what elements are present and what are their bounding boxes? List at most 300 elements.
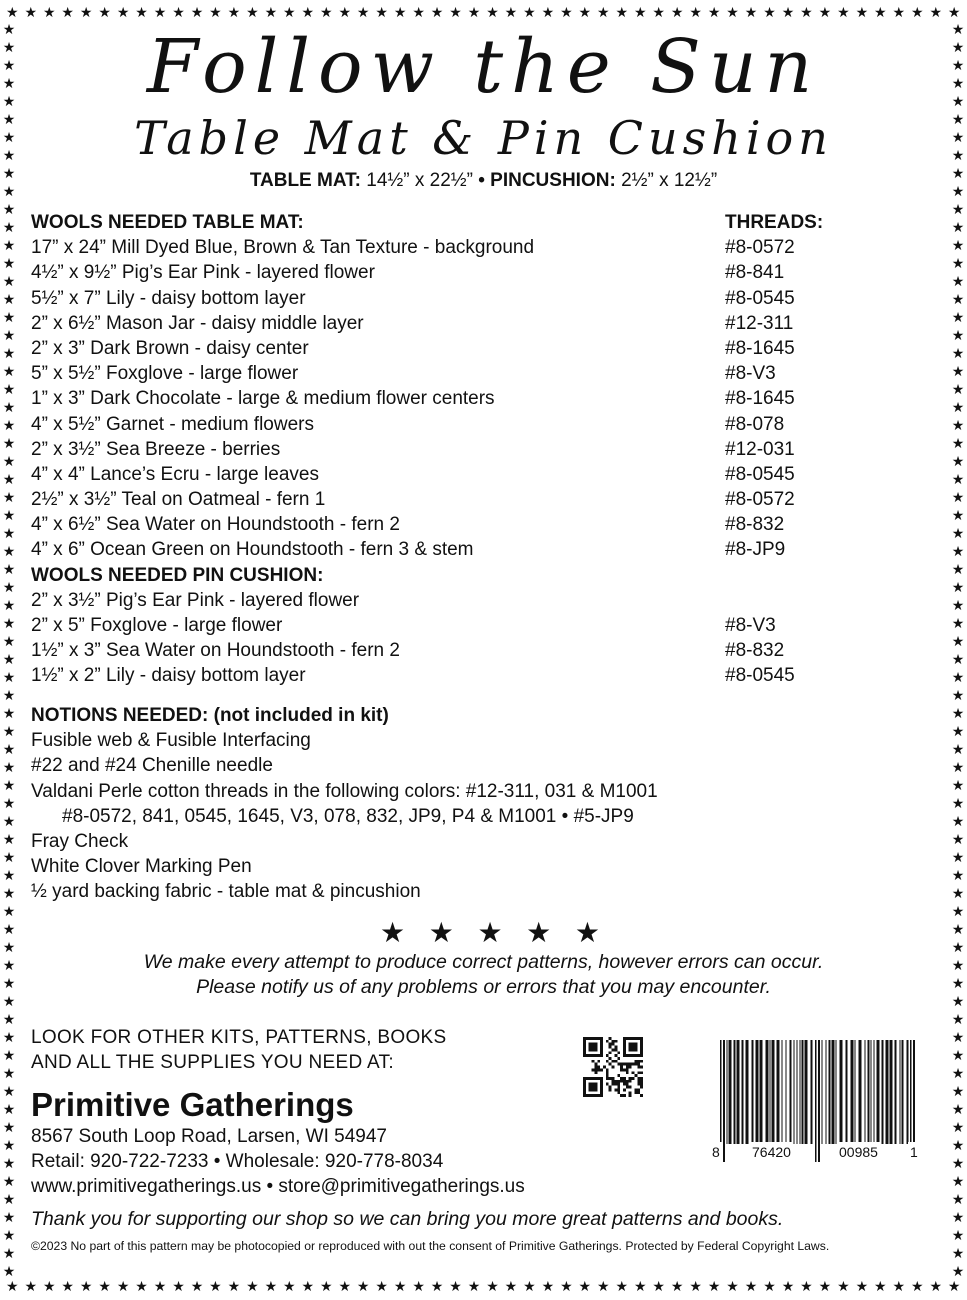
thread-number: #8-0545	[725, 287, 795, 309]
star-icon: ★	[615, 4, 629, 20]
star-icon: ★	[2, 903, 16, 919]
star-icon: ★	[951, 1101, 965, 1117]
star-icon: ★	[2, 921, 16, 937]
disclaimer	[0, 950, 967, 1000]
star-icon: ★	[2, 615, 16, 631]
star-icon: ★	[2, 723, 16, 739]
star-icon: ★	[2, 489, 16, 505]
star-icon: ★	[951, 597, 965, 613]
star-icon: ★	[951, 813, 965, 829]
star-icon: ★	[951, 435, 965, 451]
star-icon: ★	[951, 939, 965, 955]
star-icon: ★	[947, 1278, 961, 1294]
star-icon: ★	[2, 1209, 16, 1225]
star-icon: ★	[2, 471, 16, 487]
barcode-left-digits: 76420	[752, 1144, 791, 1160]
thread-number: #8-JP9	[725, 539, 786, 561]
star-icon: ★	[338, 1278, 351, 1294]
star-icon: ★	[467, 1278, 481, 1294]
shop-name: Primitive Gatherings	[31, 1086, 354, 1123]
star-icon: ★	[560, 4, 573, 20]
star-icon: ★	[2, 543, 16, 559]
star-icon: ★	[707, 4, 721, 20]
star-icon: ★	[951, 849, 965, 865]
star-icon: ★	[135, 1278, 148, 1294]
star-icon: ★	[301, 1278, 315, 1294]
thread-number: #8-1645	[725, 388, 795, 410]
star-icon: ★	[153, 4, 167, 20]
star-icon: ★	[597, 1278, 610, 1294]
star-icon: ★	[951, 867, 965, 883]
star-icon: ★	[301, 4, 315, 20]
thread-number: #8-0545	[725, 463, 795, 485]
star-icon: ★	[2, 363, 16, 379]
star-icon: ★	[2, 1191, 16, 1207]
star-icon: ★	[951, 993, 965, 1009]
star-icon: ★	[2, 183, 16, 199]
star-icon: ★	[615, 1278, 629, 1294]
list-item	[31, 311, 901, 336]
star-icon: ★	[2, 507, 16, 523]
star-icon: ★	[951, 669, 965, 685]
star-icon: ★	[951, 615, 965, 631]
notion-item: Fusible web & Fusible Interfacing	[31, 730, 311, 752]
thread-number: #8-0572	[725, 237, 795, 259]
star-icon: ★	[116, 1278, 130, 1294]
star-icon: ★	[951, 1245, 965, 1261]
star-icon: ★	[951, 111, 965, 127]
star-icon: ★	[477, 917, 503, 948]
star-icon: ★	[2, 831, 16, 847]
star-icon: ★	[951, 885, 965, 901]
barcode-right-digits: 00985	[839, 1144, 878, 1160]
star-icon: ★	[338, 4, 351, 20]
star-icon: ★	[951, 903, 965, 919]
star-icon: ★	[951, 1173, 965, 1189]
star-icon: ★	[951, 1263, 965, 1278]
look-for-line: LOOK FOR OTHER KITS, PATTERNS, BOOKS	[31, 1027, 447, 1048]
star-icon: ★	[393, 4, 407, 20]
star-icon: ★	[951, 255, 965, 271]
star-icon: ★	[2, 1119, 16, 1135]
list-item	[31, 512, 901, 537]
wools-list	[31, 210, 901, 689]
star-icon: ★	[910, 4, 924, 20]
list-item	[31, 286, 901, 311]
star-icon: ★	[2, 111, 16, 127]
list-item	[31, 336, 901, 361]
star-icon: ★	[2, 957, 16, 973]
star-icon: ★	[393, 1278, 407, 1294]
star-icon: ★	[2, 417, 16, 433]
star-icon: ★	[227, 1278, 241, 1294]
star-icon: ★	[707, 1278, 721, 1294]
star-icon: ★	[2, 1083, 16, 1099]
barcode-lead-digit: 8	[712, 1144, 720, 1160]
star-icon: ★	[24, 4, 38, 20]
star-icon: ★	[578, 1278, 592, 1294]
star-icon: ★	[951, 399, 965, 415]
star-icon: ★	[951, 1047, 965, 1063]
star-icon: ★	[951, 741, 965, 757]
star-icon: ★	[2, 75, 16, 91]
star-icon: ★	[800, 1278, 813, 1294]
star-icon: ★	[763, 4, 776, 20]
list-item	[31, 386, 901, 411]
star-icon: ★	[2, 993, 16, 1009]
star-icon: ★	[689, 1278, 702, 1294]
table-mat-heading-row	[31, 210, 901, 235]
star-icon: ★	[2, 651, 16, 667]
star-icon: ★	[951, 1209, 965, 1225]
star-icon: ★	[412, 4, 425, 20]
star-icon: ★	[726, 1278, 739, 1294]
look-for-text	[31, 1025, 447, 1075]
notions-heading: NOTIONS NEEDED: (not included in kit)	[31, 705, 389, 726]
star-icon: ★	[951, 183, 965, 199]
star-icon: ★	[670, 1278, 684, 1294]
star-icon: ★	[153, 1278, 167, 1294]
thread-number: #8-V3	[725, 363, 776, 385]
star-icon: ★	[526, 917, 552, 948]
wool-description: 4½” x 9½” Pig’s Ear Pink - layered flower	[31, 262, 375, 284]
star-icon: ★	[264, 1278, 278, 1294]
star-icon: ★	[430, 1278, 444, 1294]
list-item	[31, 487, 901, 512]
star-icon: ★	[951, 705, 965, 721]
star-icon: ★	[951, 417, 965, 433]
star-icon: ★	[951, 57, 965, 73]
wool-description: 1” x 3” Dark Chocolate - large & medium flower centers	[31, 388, 495, 410]
star-icon: ★	[951, 1227, 965, 1243]
star-icon: ★	[2, 165, 16, 181]
star-icon: ★	[800, 4, 813, 20]
star-icon: ★	[951, 579, 965, 595]
shop-web-email: www.primitivegatherings.us • store@primitivegatherings.us	[31, 1176, 525, 1197]
list-item	[31, 235, 901, 260]
star-icon: ★	[2, 1011, 16, 1027]
finished-sizes	[0, 165, 967, 194]
star-icon: ★	[42, 4, 56, 20]
star-icon: ★	[209, 4, 222, 20]
notion-item: #8-0572, 841, 0545, 1645, V3, 078, 832, JP9, P4 & M1001 • #5-JP9	[62, 805, 634, 827]
star-icon: ★	[356, 1278, 370, 1294]
notion-item: Valdani Perle cotton threads in the following colors: #12-311, 031 & M1001	[31, 780, 658, 802]
star-icon: ★	[892, 4, 906, 20]
wool-description: 4” x 5½” Garnet - medium flowers	[31, 413, 314, 435]
star-icon: ★	[951, 1137, 965, 1153]
list-item	[31, 361, 901, 386]
star-icon: ★	[2, 579, 16, 595]
star-icon: ★	[951, 1065, 965, 1081]
star-icon: ★	[951, 39, 965, 55]
size-separator: •	[478, 170, 485, 191]
thread-number: #8-V3	[725, 615, 776, 636]
star-icon: ★	[689, 4, 702, 20]
pin-cushion-items	[31, 588, 901, 689]
star-icon: ★	[874, 1278, 887, 1294]
star-icon: ★	[61, 4, 74, 20]
star-icon: ★	[951, 1011, 965, 1027]
star-icon: ★	[172, 4, 185, 20]
star-icon: ★	[2, 1155, 16, 1171]
star-icon: ★	[837, 4, 850, 20]
star-icon: ★	[2, 57, 16, 73]
star-icon: ★	[652, 1278, 665, 1294]
star-icon: ★	[951, 543, 965, 559]
star-icon: ★	[781, 4, 795, 20]
star-icon: ★	[2, 777, 16, 793]
star-icon: ★	[523, 4, 536, 20]
star-icon: ★	[951, 471, 965, 487]
wool-description: 2” x 6½” Mason Jar - daisy middle layer	[31, 312, 364, 334]
barcode-check-digit: 1	[910, 1144, 918, 1160]
star-icon: ★	[726, 4, 739, 20]
star-icon: ★	[2, 327, 16, 343]
wool-description: 17” x 24” Mill Dyed Blue, Brown & Tan Texture - background	[31, 237, 535, 259]
star-icon: ★	[951, 525, 965, 541]
star-icon: ★	[951, 129, 965, 145]
star-icon: ★	[818, 1278, 832, 1294]
star-icon: ★	[578, 4, 592, 20]
pattern-subtitle: Table Mat & Pin Cushion	[134, 111, 833, 165]
notions-items	[31, 728, 911, 904]
list-item	[31, 412, 901, 437]
star-icon: ★	[2, 1065, 16, 1081]
wool-description: 4” x 6½” Sea Water on Houndstooth - fern 2	[31, 514, 400, 536]
thread-number: #8-078	[725, 413, 785, 435]
star-icon: ★	[449, 1278, 462, 1294]
thread-number: #12-311	[725, 312, 794, 334]
star-icon: ★	[951, 957, 965, 973]
star-icon: ★	[560, 1278, 573, 1294]
thread-number: #8-0545	[725, 665, 795, 687]
star-icon: ★	[951, 453, 965, 469]
notions-section	[31, 703, 911, 905]
star-icon: ★	[744, 4, 758, 20]
wool-description: 2½” x 3½” Teal on Oatmeal - fern 1	[31, 489, 326, 511]
shop-contact	[31, 1124, 525, 1199]
star-icon: ★	[2, 237, 16, 253]
copyright-notice: ©2023 No part of this pattern may be photocopied or reproduced with out the consent of Primitive Gatherings. Protected by Federal Copyright Laws.	[31, 1239, 830, 1253]
star-icon: ★	[428, 917, 454, 948]
star-icon: ★	[670, 4, 684, 20]
star-icon: ★	[951, 651, 965, 667]
star-icon: ★	[2, 22, 16, 37]
notion-item: Fray Check	[31, 830, 129, 852]
star-icon: ★	[951, 831, 965, 847]
star-icon: ★	[2, 291, 16, 307]
star-icon: ★	[190, 1278, 204, 1294]
star-icon: ★	[2, 1101, 16, 1117]
thread-number: #8-1645	[725, 337, 795, 359]
star-icon: ★	[951, 363, 965, 379]
star-icon: ★	[467, 4, 481, 20]
star-icon: ★	[486, 4, 499, 20]
star-icon: ★	[951, 759, 965, 775]
star-icon: ★	[951, 795, 965, 811]
wool-description: 2” x 3½” Pig’s Ear Pink - layered flower	[31, 589, 360, 611]
wool-description: 5” x 5½” Foxglove - large flower	[31, 363, 299, 385]
star-icon: ★	[951, 381, 965, 397]
wool-description: 1½” x 2” Lily - daisy bottom layer	[31, 665, 306, 687]
wool-description: 5½” x 7” Lily - daisy bottom layer	[31, 287, 306, 309]
star-icon: ★	[2, 309, 16, 325]
star-icon: ★	[951, 147, 965, 163]
list-item	[31, 462, 901, 487]
star-icon: ★	[2, 381, 16, 397]
pattern-title: Follow the Sun	[146, 24, 821, 110]
thread-number: #8-841	[725, 262, 785, 284]
star-icon: ★	[2, 939, 16, 955]
star-icon: ★	[951, 22, 965, 37]
star-icon: ★	[380, 917, 406, 948]
star-icon: ★	[135, 4, 148, 20]
star-icon: ★	[2, 1263, 16, 1278]
star-icon: ★	[951, 1029, 965, 1045]
wool-description: 2” x 5” Foxglove - large flower	[31, 615, 283, 636]
star-icon: ★	[6, 4, 19, 20]
thread-number: #8-832	[725, 640, 785, 662]
star-icon: ★	[951, 1155, 965, 1171]
star-icon: ★	[227, 4, 241, 20]
list-item	[31, 437, 901, 462]
star-icon: ★	[2, 795, 16, 811]
star-icon: ★	[2, 867, 16, 883]
star-icon: ★	[597, 4, 610, 20]
list-item	[31, 537, 901, 562]
pincushion-size-label: PINCUSHION:	[490, 170, 616, 191]
star-icon: ★	[837, 1278, 850, 1294]
notion-item: White Clover Marking Pen	[31, 856, 252, 878]
star-icon: ★	[781, 1278, 795, 1294]
star-icon: ★	[951, 507, 965, 523]
star-icon: ★	[504, 1278, 518, 1294]
star-icon: ★	[2, 201, 16, 217]
star-icon: ★	[2, 813, 16, 829]
star-icon: ★	[951, 75, 965, 91]
star-icon: ★	[951, 345, 965, 361]
star-icon: ★	[951, 291, 965, 307]
table-mat-heading: WOOLS NEEDED TABLE MAT:	[31, 212, 304, 233]
wool-description: 4” x 4” Lance’s Ecru - large leaves	[31, 463, 319, 485]
star-icon: ★	[951, 219, 965, 235]
star-icon: ★	[2, 561, 16, 577]
table-mat-size-value: 14½” x 22½”	[366, 170, 473, 191]
star-icon: ★	[2, 1173, 16, 1189]
list-item	[31, 638, 901, 663]
star-icon: ★	[2, 1137, 16, 1153]
star-icon: ★	[744, 1278, 758, 1294]
pin-cushion-heading-row	[31, 563, 901, 588]
list-item	[31, 663, 901, 688]
star-icon: ★	[319, 1278, 333, 1294]
disclaimer-line: Please notify us of any problems or errors that you may encounter.	[196, 976, 771, 998]
star-icon: ★	[486, 1278, 499, 1294]
star-icon: ★	[633, 1278, 647, 1294]
notion-item: ½ yard backing fabric - table mat & pincushion	[31, 881, 421, 903]
star-border-right	[949, 22, 967, 1278]
table-mat-size-label: TABLE MAT:	[249, 170, 361, 191]
wool-description: 4” x 6” Ocean Green on Houndstooth - fern 3 & stem	[31, 539, 474, 561]
star-icon: ★	[951, 93, 965, 109]
star-icon: ★	[61, 1278, 74, 1294]
star-icon: ★	[2, 129, 16, 145]
threads-heading: THREADS:	[725, 212, 824, 233]
star-icon: ★	[375, 4, 388, 20]
wool-description: 2” x 3½” Sea Breeze - berries	[31, 438, 281, 460]
star-icon: ★	[633, 4, 647, 20]
star-icon: ★	[504, 4, 518, 20]
star-icon: ★	[951, 975, 965, 991]
star-icon: ★	[541, 4, 555, 20]
pincushion-size-value: 2½” x 12½”	[621, 170, 718, 191]
star-border-top	[0, 2, 967, 22]
star-icon: ★	[283, 1278, 296, 1294]
star-icon: ★	[2, 399, 16, 415]
list-item	[31, 260, 901, 285]
barcode-number	[712, 1142, 922, 1162]
star-icon: ★	[246, 1278, 259, 1294]
star-icon: ★	[951, 327, 965, 343]
star-icon: ★	[652, 4, 665, 20]
star-icon: ★	[246, 4, 259, 20]
star-icon: ★	[2, 975, 16, 991]
shop-phones: Retail: 920-722-7233 • Wholesale: 920-778-8034	[31, 1151, 444, 1172]
star-icon: ★	[910, 1278, 924, 1294]
star-border-bottom	[0, 1276, 967, 1296]
star-icon: ★	[951, 1191, 965, 1207]
star-icon: ★	[2, 219, 16, 235]
star-icon: ★	[24, 1278, 38, 1294]
star-icon: ★	[763, 1278, 776, 1294]
star-icon: ★	[2, 849, 16, 865]
star-icon: ★	[2, 39, 16, 55]
star-icon: ★	[2, 633, 16, 649]
star-icon: ★	[951, 489, 965, 505]
star-icon: ★	[98, 1278, 111, 1294]
star-icon: ★	[283, 4, 296, 20]
star-icon: ★	[2, 525, 16, 541]
wool-description: 2” x 3” Dark Brown - daisy center	[31, 337, 309, 359]
star-icon: ★	[2, 741, 16, 757]
list-item	[31, 588, 901, 613]
star-icon: ★	[951, 633, 965, 649]
star-icon: ★	[98, 4, 111, 20]
thread-number: #8-0572	[725, 489, 795, 511]
star-icon: ★	[412, 1278, 425, 1294]
star-icon: ★	[951, 777, 965, 793]
star-icon: ★	[947, 4, 961, 20]
star-icon: ★	[818, 4, 832, 20]
star-icon: ★	[2, 147, 16, 163]
star-icon: ★	[209, 1278, 222, 1294]
star-icon: ★	[264, 4, 278, 20]
star-icon: ★	[2, 687, 16, 703]
star-icon: ★	[2, 597, 16, 613]
star-icon: ★	[951, 687, 965, 703]
star-icon: ★	[951, 561, 965, 577]
shop-address: 8567 South Loop Road, Larsen, WI 54947	[31, 1126, 387, 1147]
star-icon: ★	[951, 1119, 965, 1135]
star-icon: ★	[2, 705, 16, 721]
notion-item: #22 and #24 Chenille needle	[31, 755, 273, 777]
star-icon: ★	[874, 4, 887, 20]
star-icon: ★	[951, 309, 965, 325]
star-icon: ★	[951, 237, 965, 253]
star-icon: ★	[430, 4, 444, 20]
star-icon: ★	[855, 1278, 869, 1294]
